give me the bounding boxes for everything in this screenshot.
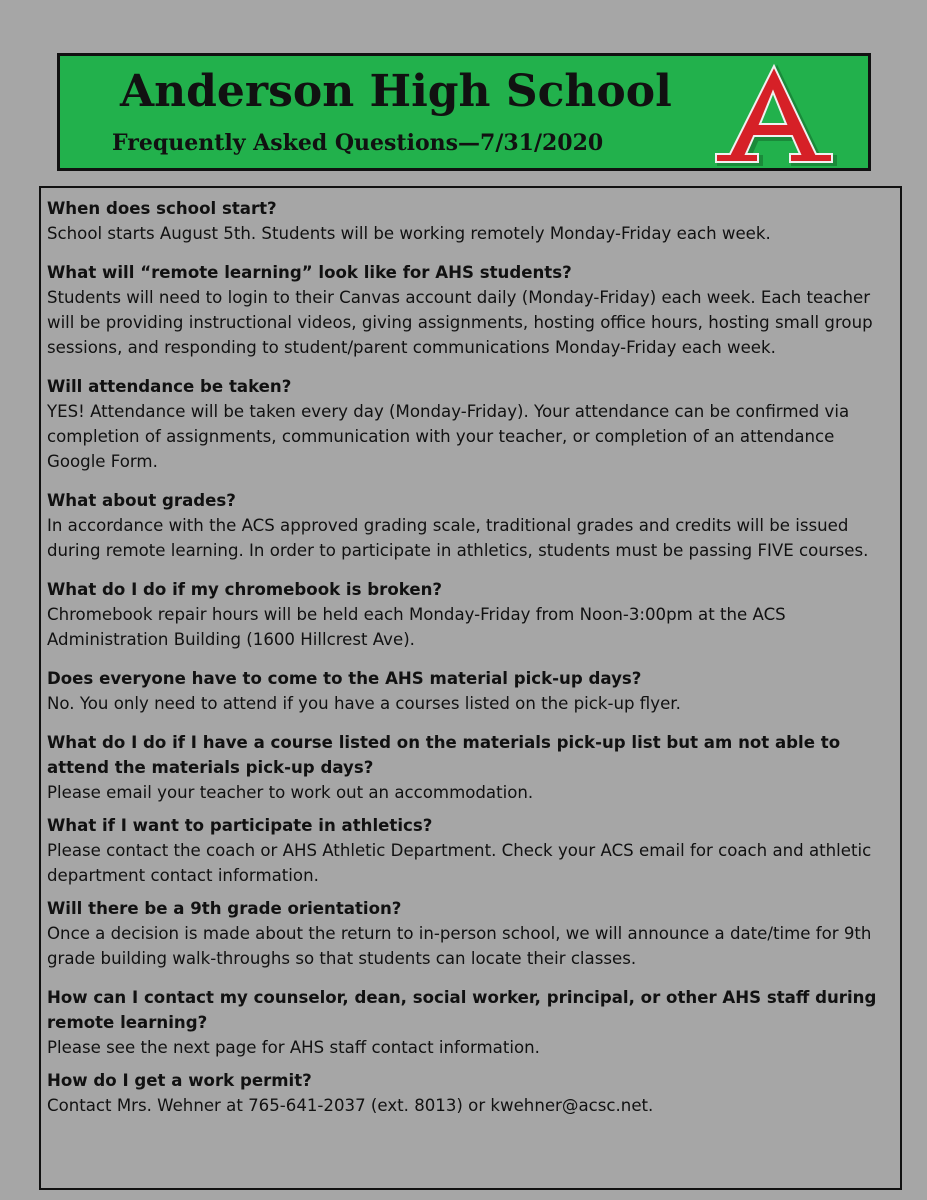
- faq-answer: YES! Attendance will be taken every day (Monday-Friday). Your attendance can be confirmed via completion of assignments, communication with your teacher, or completion of an attendance Google Form.: [47, 402, 850, 471]
- faq-item: [47, 730, 894, 805]
- faq-item: [47, 896, 894, 971]
- faq-item: [47, 374, 894, 474]
- faq-answer: Once a decision is made about the return to in-person school, we will announce a date/time for 9th grade building walk-throughs so that students can locate their classes.: [47, 924, 872, 968]
- faq-list: [39, 186, 902, 1190]
- faq-answer: Please email your teacher to work out an accommodation.: [47, 783, 534, 802]
- faq-item: [47, 577, 894, 652]
- faq-question: Does everyone have to come to the AHS material pick-up days?: [47, 669, 642, 688]
- faq-item: [47, 813, 894, 888]
- faq-question: Will attendance be taken?: [47, 377, 292, 396]
- faq-question: What if I want to participate in athletics?: [47, 816, 433, 835]
- faq-item: [47, 666, 894, 716]
- faq-item: [47, 260, 894, 360]
- school-logo-a-icon: [706, 62, 842, 166]
- faq-item: [47, 1068, 894, 1118]
- faq-question: What do I do if my chromebook is broken?: [47, 580, 443, 599]
- faq-subtitle: Frequently Asked Questions—7/31/2020: [112, 130, 604, 156]
- faq-question: When does school start?: [47, 199, 277, 218]
- faq-answer: Please see the next page for AHS staff contact information.: [47, 1038, 540, 1057]
- faq-question: How do I get a work permit?: [47, 1071, 312, 1090]
- faq-answer: In accordance with the ACS approved grading scale, traditional grades and credits will be issued during remote learning. In order to participate in athletics, students must be passing FIVE courses.: [47, 516, 869, 560]
- faq-item: [47, 985, 894, 1060]
- school-title: Anderson High School: [120, 66, 672, 117]
- faq-answer: Contact Mrs. Wehner at 765-641-2037 (ext. 8013) or kwehner@acsc.net.: [47, 1096, 654, 1115]
- faq-question: How can I contact my counselor, dean, social worker, principal, or other AHS staff during remote learning?: [47, 988, 877, 1032]
- faq-question: What do I do if I have a course listed on the materials pick-up list but am not able to attend the materials pick-up days?: [47, 733, 841, 777]
- faq-answer: Students will need to login to their Canvas account daily (Monday-Friday) each week. Each teacher will be providing instructional videos, giving assignments, hosting office hours, hosting small group sessions, and responding to student/parent communications Monday-Friday each week.: [47, 288, 873, 357]
- faq-question: Will there be a 9th grade orientation?: [47, 899, 402, 918]
- faq-answer: Chromebook repair hours will be held each Monday-Friday from Noon-3:00pm at the ACS Administration Building (1600 Hillcrest Ave).: [47, 605, 786, 649]
- faq-question: What will “remote learning” look like for AHS students?: [47, 263, 572, 282]
- header-banner: [57, 53, 871, 171]
- faq-answer: School starts August 5th. Students will be working remotely Monday-Friday each week.: [47, 224, 771, 243]
- faq-answer: Please contact the coach or AHS Athletic Department. Check your ACS email for coach and athletic department contact information.: [47, 841, 872, 885]
- faq-item: [47, 196, 894, 246]
- faq-answer: No. You only need to attend if you have a courses listed on the pick-up flyer.: [47, 694, 681, 713]
- faq-question: What about grades?: [47, 491, 236, 510]
- faq-item: [47, 488, 894, 563]
